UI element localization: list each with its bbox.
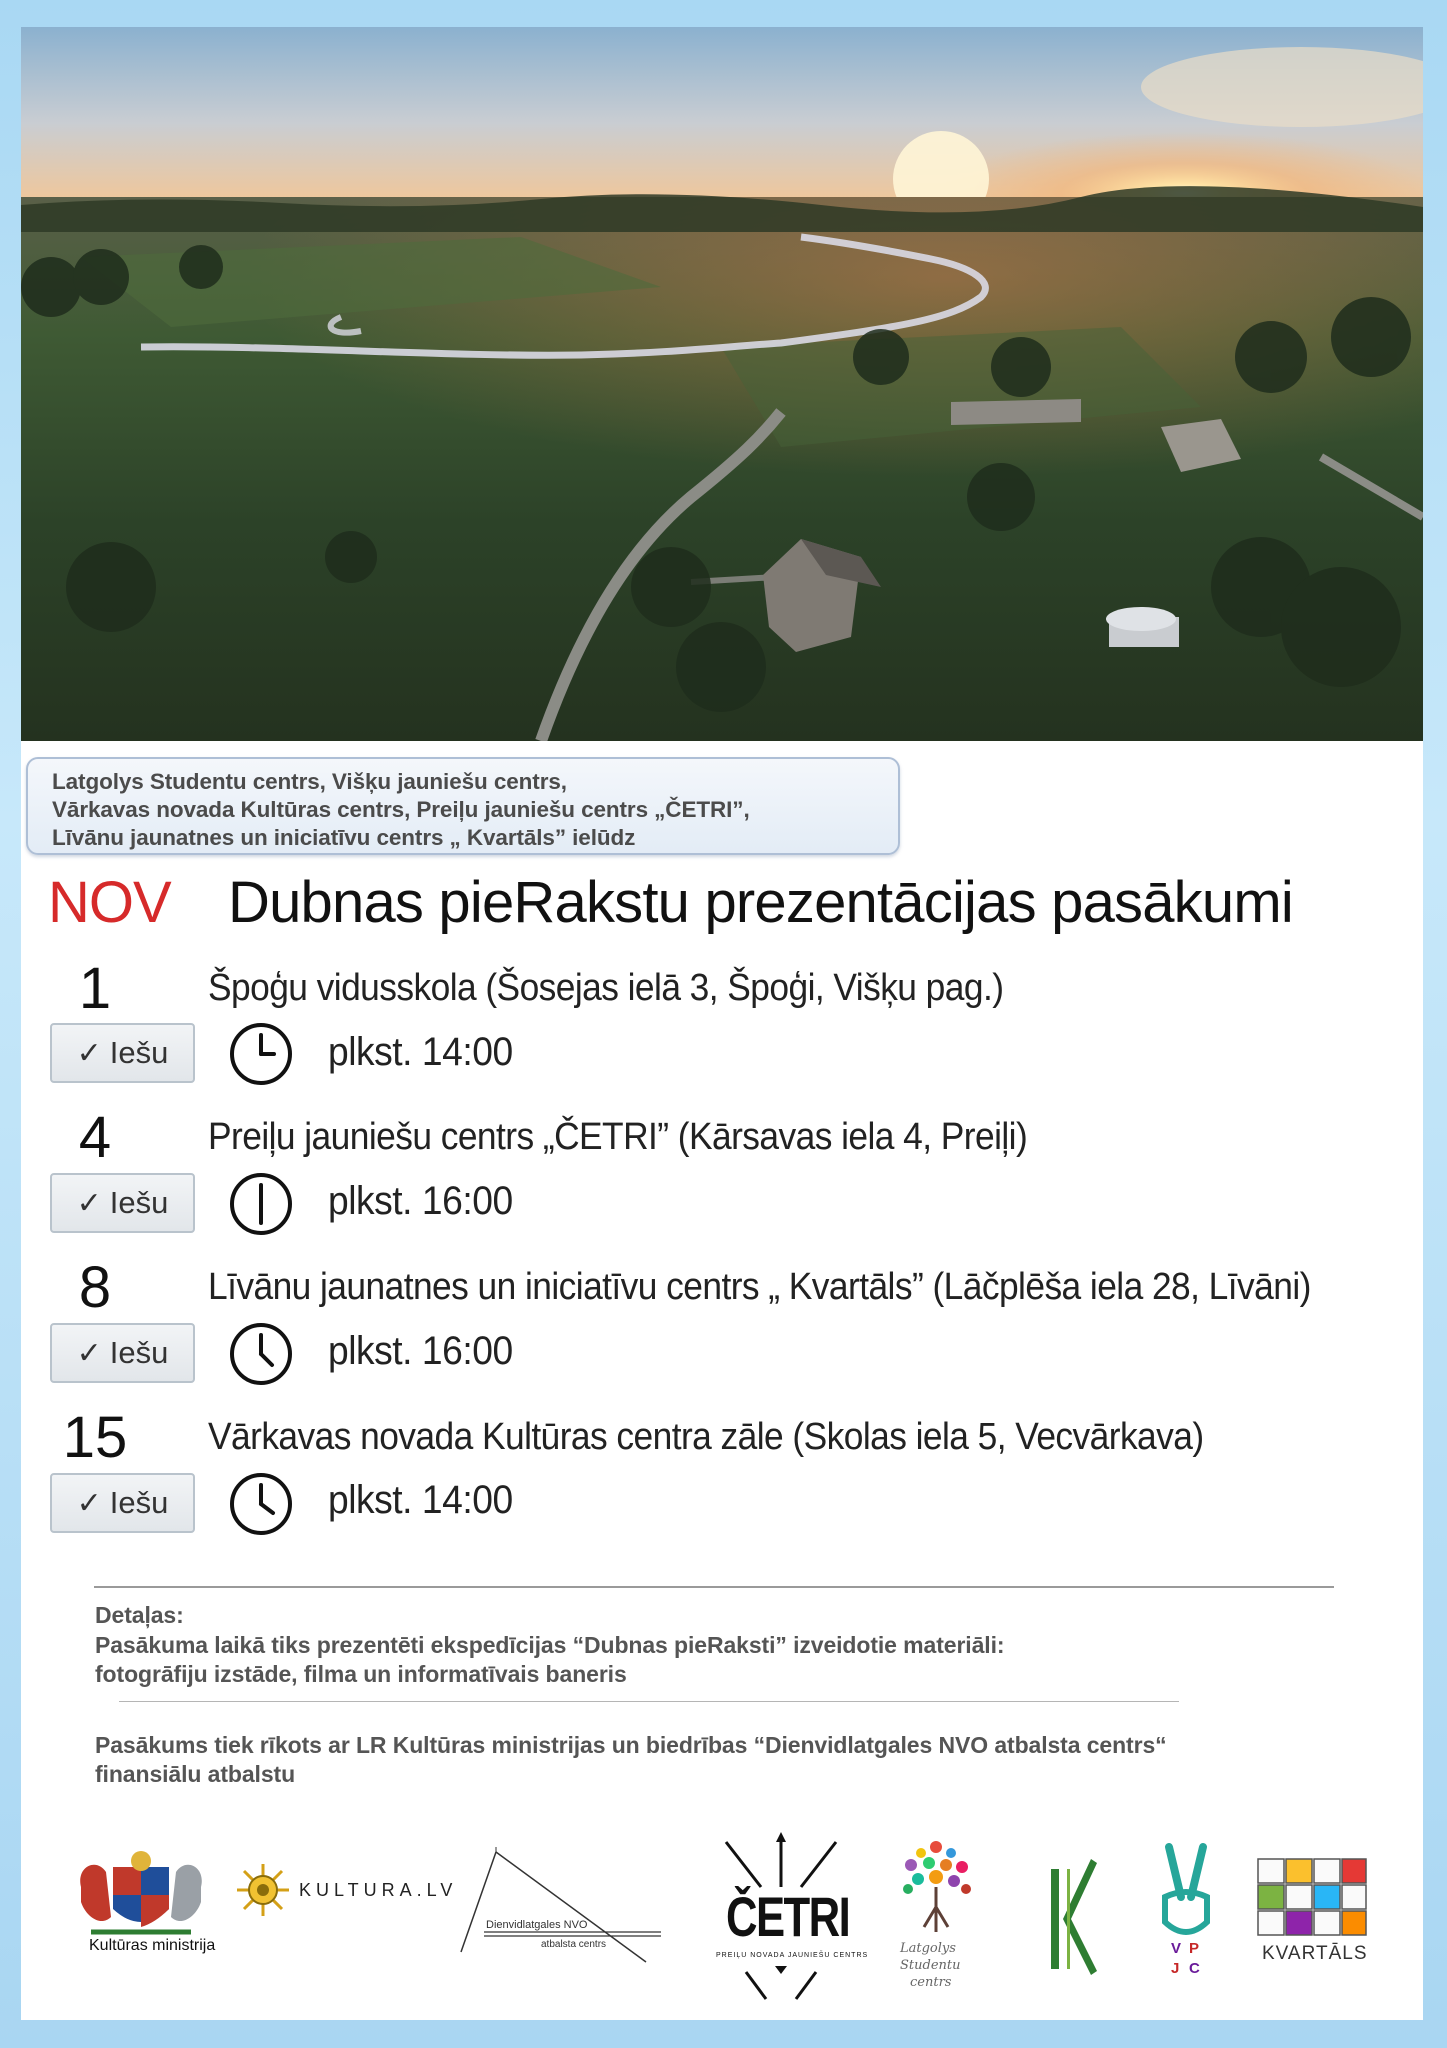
vpjc-letter: V: [1171, 1940, 1182, 1957]
event-time: plkst. 16:00: [328, 1179, 513, 1223]
arrows-icon: [706, 1832, 856, 1892]
latgolys-label-2: Studentu: [900, 1958, 961, 1973]
page-title: Dubnas pieRakstu prezentācijas pasākumi: [228, 870, 1293, 935]
nvo-label-1: Dienvidlatgales NVO: [486, 1919, 588, 1931]
attend-button[interactable]: [50, 1173, 195, 1233]
coat-of-arms-icon: [71, 1847, 211, 1942]
check-icon: ✓: [76, 1036, 102, 1070]
clock-icon: [228, 1471, 294, 1537]
details-line-1: Pasākuma laikā tiks prezentēti ekspedīcijas “Dubnas pieRaksti” izveidotie materiāli:: [95, 1632, 1005, 1658]
funding-line-1: Pasākums tiek rīkots ar LR Kultūras ministrijas un biedrības “Dienvidlatgales NVO atbalsta centrs“: [95, 1732, 1167, 1758]
sun-icon: [235, 1862, 291, 1918]
details-line-2: fotogrāfiju izstāde, filma un informatīvais baneris: [95, 1661, 627, 1687]
latgolys-label-1: Latgolys: [900, 1941, 956, 1956]
event-venue: Preiļu jauniešu centrs „ČETRI” (Kārsavas iela 4, Preiļi): [208, 1116, 1028, 1158]
kvartals-label: KVARTĀLS: [1262, 1943, 1368, 1964]
attend-button-label: Iešu: [109, 1335, 169, 1370]
event-venue: Līvānu jaunatnes un iniciatīvu centrs „ Kvartāls” (Lāčplēša iela 28, Līvāni): [208, 1266, 1311, 1308]
latgolys-logo: [896, 1837, 986, 2007]
latgolys-label-3: centrs: [910, 1975, 952, 1990]
vpjc-letter: C: [1189, 1960, 1200, 1977]
nvo-logo: [456, 1847, 666, 1967]
nvo-label-2: atbalsta centrs: [541, 1939, 607, 1950]
attend-button-label: Iešu: [109, 1485, 169, 1520]
event-venue: Špoģu vidusskola (Šosejas ielā 3, Špoģi, Višķu pag.): [208, 967, 1004, 1009]
vpjc-logo: [1151, 1842, 1221, 1992]
event-time: plkst. 16:00: [328, 1329, 513, 1373]
kultura-logo: [235, 1862, 475, 1922]
event-venue: Vārkavas novada Kultūras centra zāle (Skolas iela 5, Vecvārkava): [208, 1416, 1204, 1458]
kultura-label: KULTURA.LV: [299, 1880, 458, 1900]
kvartals-logo: [1256, 1857, 1376, 1987]
month-label: NOV: [48, 870, 171, 935]
victory-hand-icon: [1151, 1842, 1221, 1942]
clock-icon: [228, 1171, 294, 1237]
invitation-box: [26, 757, 900, 855]
tree-icon: [896, 1837, 976, 1937]
cetri-label: ČETRI: [726, 1885, 850, 1948]
event-time: plkst. 14:00: [328, 1478, 513, 1522]
ministry-logo: [71, 1847, 216, 1957]
vpjc-letter: J: [1171, 1960, 1180, 1977]
cetri-sublabel: PREIĻU NOVADA JAUNIEŠU CENTRS: [716, 1952, 869, 1959]
invite-line-3: Līvānu jaunatnes un iniciatīvu centrs „ Kvartāls” ielūdz: [52, 825, 636, 850]
grid-icon: [1256, 1857, 1368, 1937]
poster: [21, 27, 1423, 2020]
attend-button[interactable]: [50, 1023, 195, 1083]
check-icon: ✓: [76, 1186, 102, 1220]
check-icon: ✓: [76, 1486, 102, 1520]
attend-button[interactable]: [50, 1473, 195, 1533]
invite-line-2: Vārkavas novada Kultūras centrs, Preiļu jauniešu centrs „ČETRI”,: [52, 797, 750, 822]
funding-line-2: finansiālu atbalstu: [95, 1761, 296, 1787]
event-day: 8: [78, 1255, 112, 1320]
attend-button-label: Iešu: [109, 1035, 169, 1070]
event-day: 4: [78, 1105, 112, 1170]
clock-icon: [228, 1321, 294, 1387]
invite-line-1: Latgolys Studentu centrs, Višķu jauniešu centrs,: [52, 769, 567, 794]
vpjc-letter: P: [1189, 1940, 1200, 1957]
divider: [119, 1701, 1179, 1702]
k-letter-icon: [1041, 1849, 1111, 1979]
event-day: 1: [78, 956, 112, 1021]
check-icon: ✓: [76, 1336, 102, 1370]
ministry-label: Kultūras ministrija: [89, 1937, 216, 1954]
arrows-icon: [741, 1964, 821, 2002]
event-time: plkst. 14:00: [328, 1030, 513, 1074]
divider: [94, 1586, 1334, 1588]
k-logo: [1041, 1849, 1111, 1979]
event-day: 15: [62, 1405, 128, 1470]
landscape-photo: [21, 27, 1423, 741]
details-heading: Detaļas:: [95, 1602, 184, 1628]
attend-button-label: Iešu: [109, 1185, 169, 1220]
clock-icon: [228, 1021, 294, 1087]
cetri-logo: [706, 1832, 869, 2002]
attend-button[interactable]: [50, 1323, 195, 1383]
